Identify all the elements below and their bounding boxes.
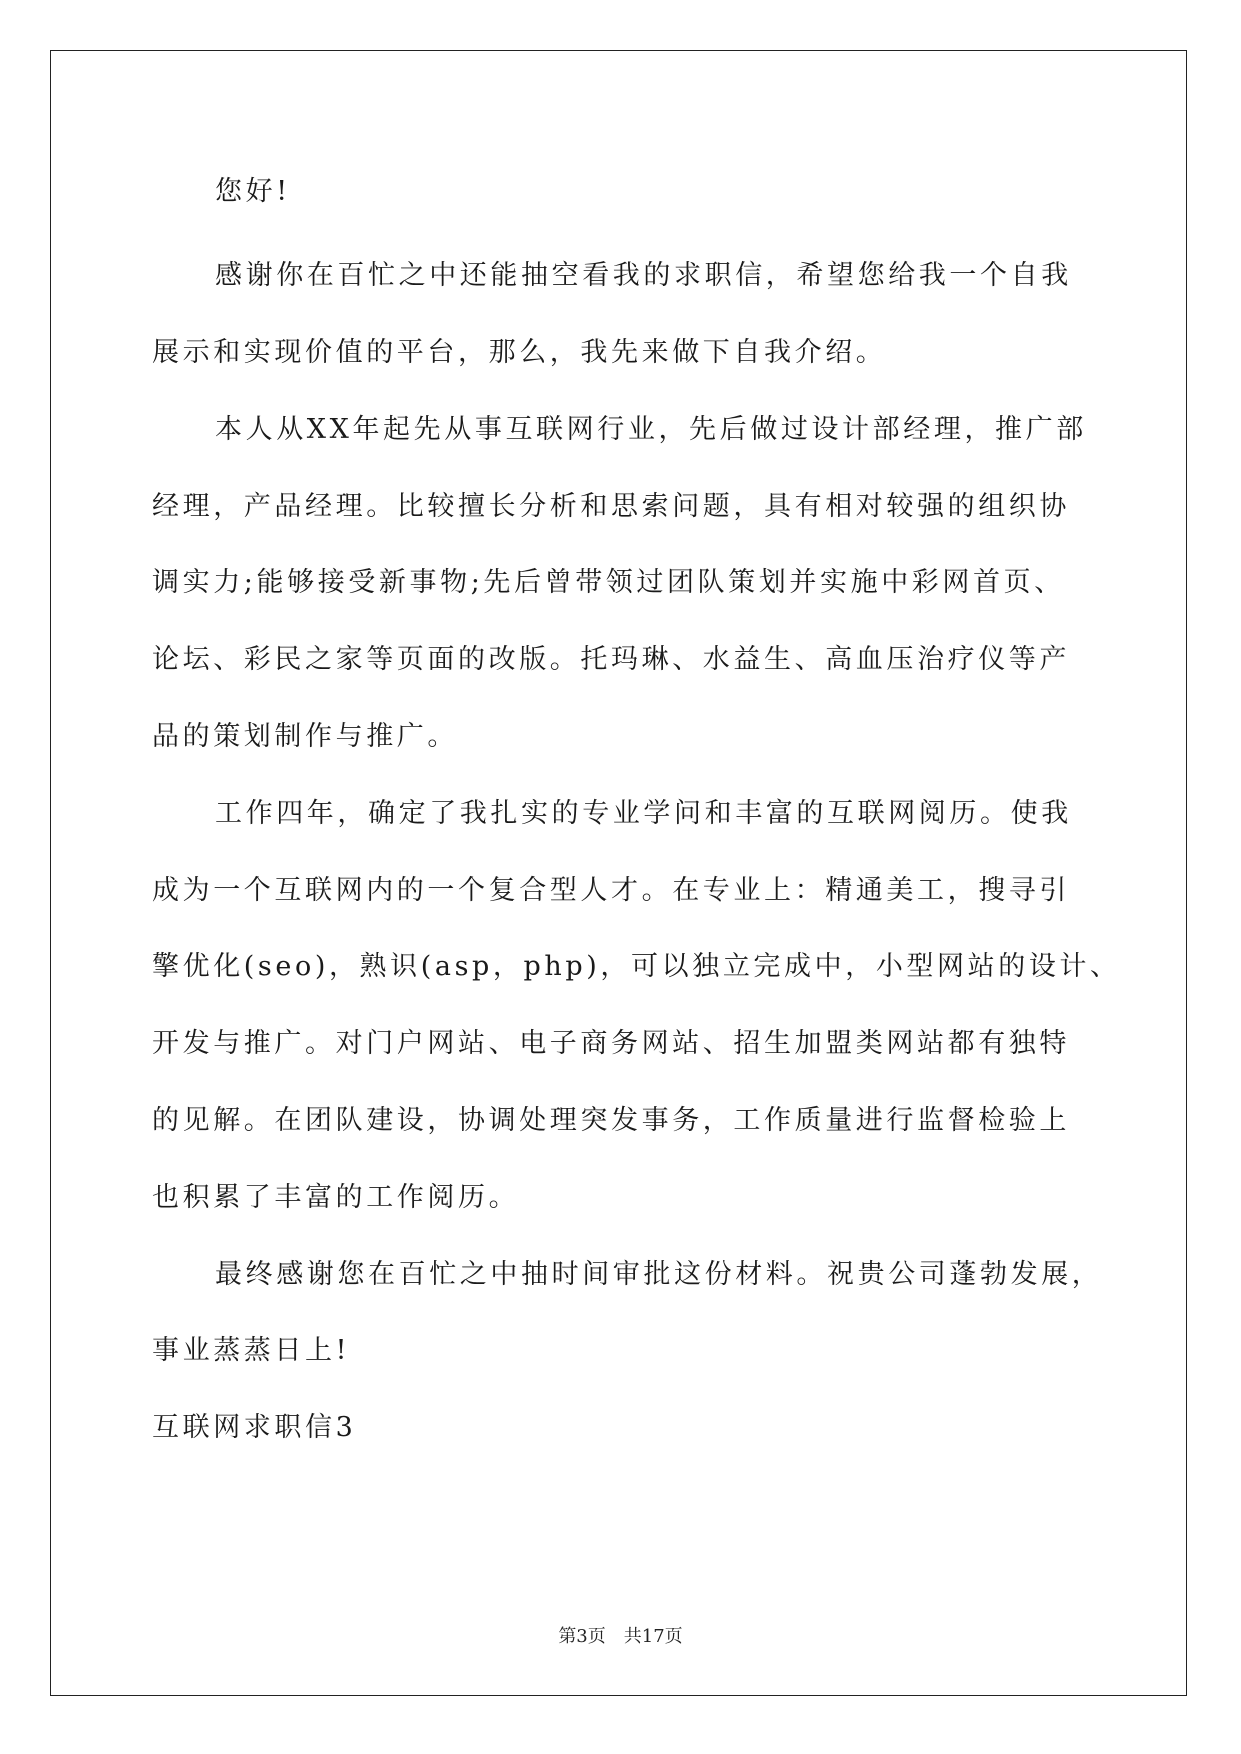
paragraph-line: 展示和实现价值的平台，那么，我先来做下自我介绍。 <box>152 337 887 368</box>
paragraph-line: 也积累了丰富的工作阅历。 <box>152 1182 520 1213</box>
paragraph-line: 调实力;能够接受新事物;先后曾带领过团队策划并实施中彩网首页、 <box>152 567 1065 598</box>
paragraph-line: 成为一个互联网内的一个复合型人才。在专业上：精通美工，搜寻引 <box>152 875 1070 906</box>
paragraph-line: 感谢你在百忙之中还能抽空看我的求职信，希望您给我一个自我 <box>215 260 1072 291</box>
paragraph-line: 品的策划制作与推广。 <box>152 721 458 752</box>
greeting: 您好! <box>215 176 291 207</box>
paragraph-line: 本人从XX年起先从事互联网行业，先后做过设计部经理，推广部 <box>215 414 1087 445</box>
paragraph-line: 最终感谢您在百忙之中抽时间审批这份材料。祝贵公司蓬勃发展， <box>215 1259 1103 1290</box>
paragraph-line: 工作四年，确定了我扎实的专业学问和丰富的互联网阅历。使我 <box>215 798 1072 829</box>
paragraph-line: 事业蒸蒸日上! <box>152 1335 351 1366</box>
section-heading: 互联网求职信3 <box>152 1412 357 1443</box>
paragraph-line: 擎优化(seo)，熟识(asp，php)，可以独立完成中，小型网站的设计、 <box>152 951 1121 982</box>
paragraph-line: 开发与推广。对门户网站、电子商务网站、招生加盟类网站都有独特 <box>152 1028 1070 1059</box>
paragraph-line: 经理，产品经理。比较擅长分析和思索问题，具有相对较强的组织协 <box>152 491 1070 522</box>
paragraph-line: 的见解。在团队建设，协调处理突发事务，工作质量进行监督检验上 <box>152 1105 1070 1136</box>
paragraph-line: 论坛、彩民之家等页面的改版。托玛琳、水益生、高血压治疗仪等产 <box>152 644 1070 675</box>
page-indicator: 第3页 共17页 <box>558 1626 683 1647</box>
